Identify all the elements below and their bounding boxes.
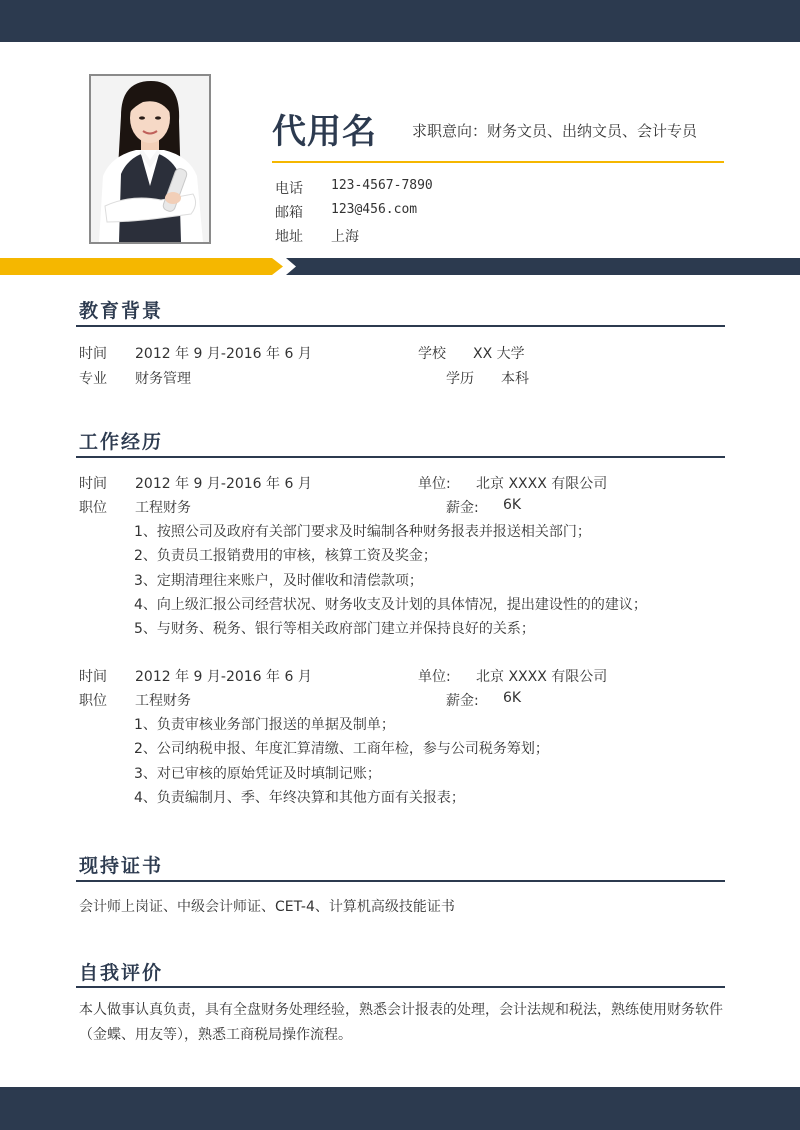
top-bar [0, 0, 800, 42]
name-underline [272, 161, 724, 163]
portrait-image [91, 76, 209, 242]
contact-phone-label: 电话 [275, 181, 303, 197]
job1-company-value: 北京 XXXX 有限公司 [476, 476, 608, 492]
job1-duty: 3、定期清理往来账户，及时催收和清偿款项； [134, 573, 423, 589]
job1-time-label: 时间 [79, 476, 107, 492]
job2-row-1 [0, 666, 800, 686]
candidate-name: 代用名 [272, 112, 377, 152]
edu-school-value: XX 大学 [473, 346, 525, 362]
job2-company-label: 单位: [418, 669, 451, 685]
contact-email-value: 123@456.com [331, 202, 418, 217]
section-title-education: 教育背景 [79, 300, 164, 322]
job1-row-1 [0, 473, 800, 493]
accent-band-yellow [0, 258, 283, 275]
section-rule-work [76, 456, 725, 458]
job-intention [412, 120, 697, 141]
self-evaluation-text: 本人做事认真负责，具有全盘财务处理经验，熟悉会计报表的处理，会计法规和税法，熟练使用财务软件（金蝶、用友等），熟悉工商税局操作流程。 [79, 1002, 723, 1043]
job-intention-label: 求职意向： [412, 122, 488, 140]
job1-position-label: 职位 [79, 500, 107, 516]
section-rule-certificates [76, 880, 725, 882]
job2-duty: 3、对已审核的原始凭证及时填制记账； [134, 766, 381, 782]
job2-row-2 [0, 690, 800, 710]
contact-email-label: 邮箱 [275, 205, 303, 221]
job1-position-value: 工程财务 [135, 500, 191, 516]
section-title-work: 工作经历 [79, 431, 164, 453]
job2-company-value: 北京 XXXX 有限公司 [476, 669, 608, 685]
job2-duty: 4、负责编制月、季、年终决算和其他方面有关报表； [134, 790, 465, 806]
certificates-text: 会计师上岗证、中级会计师证、CET-4、计算机高级技能证书 [79, 899, 455, 915]
edu-degree-value: 本科 [501, 371, 529, 387]
section-title-certificates: 现持证书 [79, 855, 164, 877]
job2-time-value: 2012 年 9 月-2016 年 6 月 [135, 669, 312, 685]
section-title-self-evaluation: 自我评价 [79, 962, 164, 984]
job2-duty: 2、公司纳税申报、年度汇算清缴、工商年检，参与公司税务筹划； [134, 741, 549, 757]
contact-address-value: 上海 [331, 229, 359, 245]
education-row-2 [0, 368, 800, 388]
profile-photo [89, 74, 211, 244]
job1-duty: 4、向上级汇报公司经营状况、财务收支及计划的具体情况，提出建设性的的建议； [134, 597, 647, 613]
job1-salary-value: 6K [503, 497, 522, 513]
job2-time-label: 时间 [79, 669, 107, 685]
accent-band-navy [286, 258, 800, 275]
contact-address-label: 地址 [275, 229, 303, 245]
job1-duty: 1、按照公司及政府有关部门要求及时编制各种财务报表并报送相关部门； [134, 524, 591, 540]
job1-duty: 5、与财务、税务、银行等相关政府部门建立并保持良好的关系； [134, 621, 535, 637]
job1-row-2 [0, 497, 800, 517]
edu-major-label: 专业 [79, 371, 107, 387]
edu-time-value: 2012 年 9 月-2016 年 6 月 [135, 346, 312, 362]
section-rule-education [76, 325, 725, 327]
job2-duty: 1、负责审核业务部门报送的单据及制单； [134, 717, 395, 733]
edu-school-label: 学校 [418, 346, 446, 362]
job1-duty: 2、负责员工报销费用的审核，核算工资及奖金； [134, 548, 437, 564]
job2-salary-label: 薪金: [446, 693, 479, 709]
contact-phone-value: 123-4567-7890 [331, 178, 433, 193]
bottom-bar [0, 1087, 800, 1130]
job1-company-label: 单位: [418, 476, 451, 492]
job2-position-value: 工程财务 [135, 693, 191, 709]
job1-time-value: 2012 年 9 月-2016 年 6 月 [135, 476, 312, 492]
education-row-1 [0, 343, 800, 363]
edu-degree-label: 学历 [446, 371, 474, 387]
edu-time-label: 时间 [79, 346, 107, 362]
job2-position-label: 职位 [79, 693, 107, 709]
section-rule-self-evaluation [76, 986, 725, 988]
job2-salary-value: 6K [503, 690, 522, 706]
job-intention-value: 财务文员、出纳文员、会计专员 [487, 122, 698, 140]
job1-salary-label: 薪金: [446, 500, 479, 516]
edu-major-value: 财务管理 [135, 371, 191, 387]
